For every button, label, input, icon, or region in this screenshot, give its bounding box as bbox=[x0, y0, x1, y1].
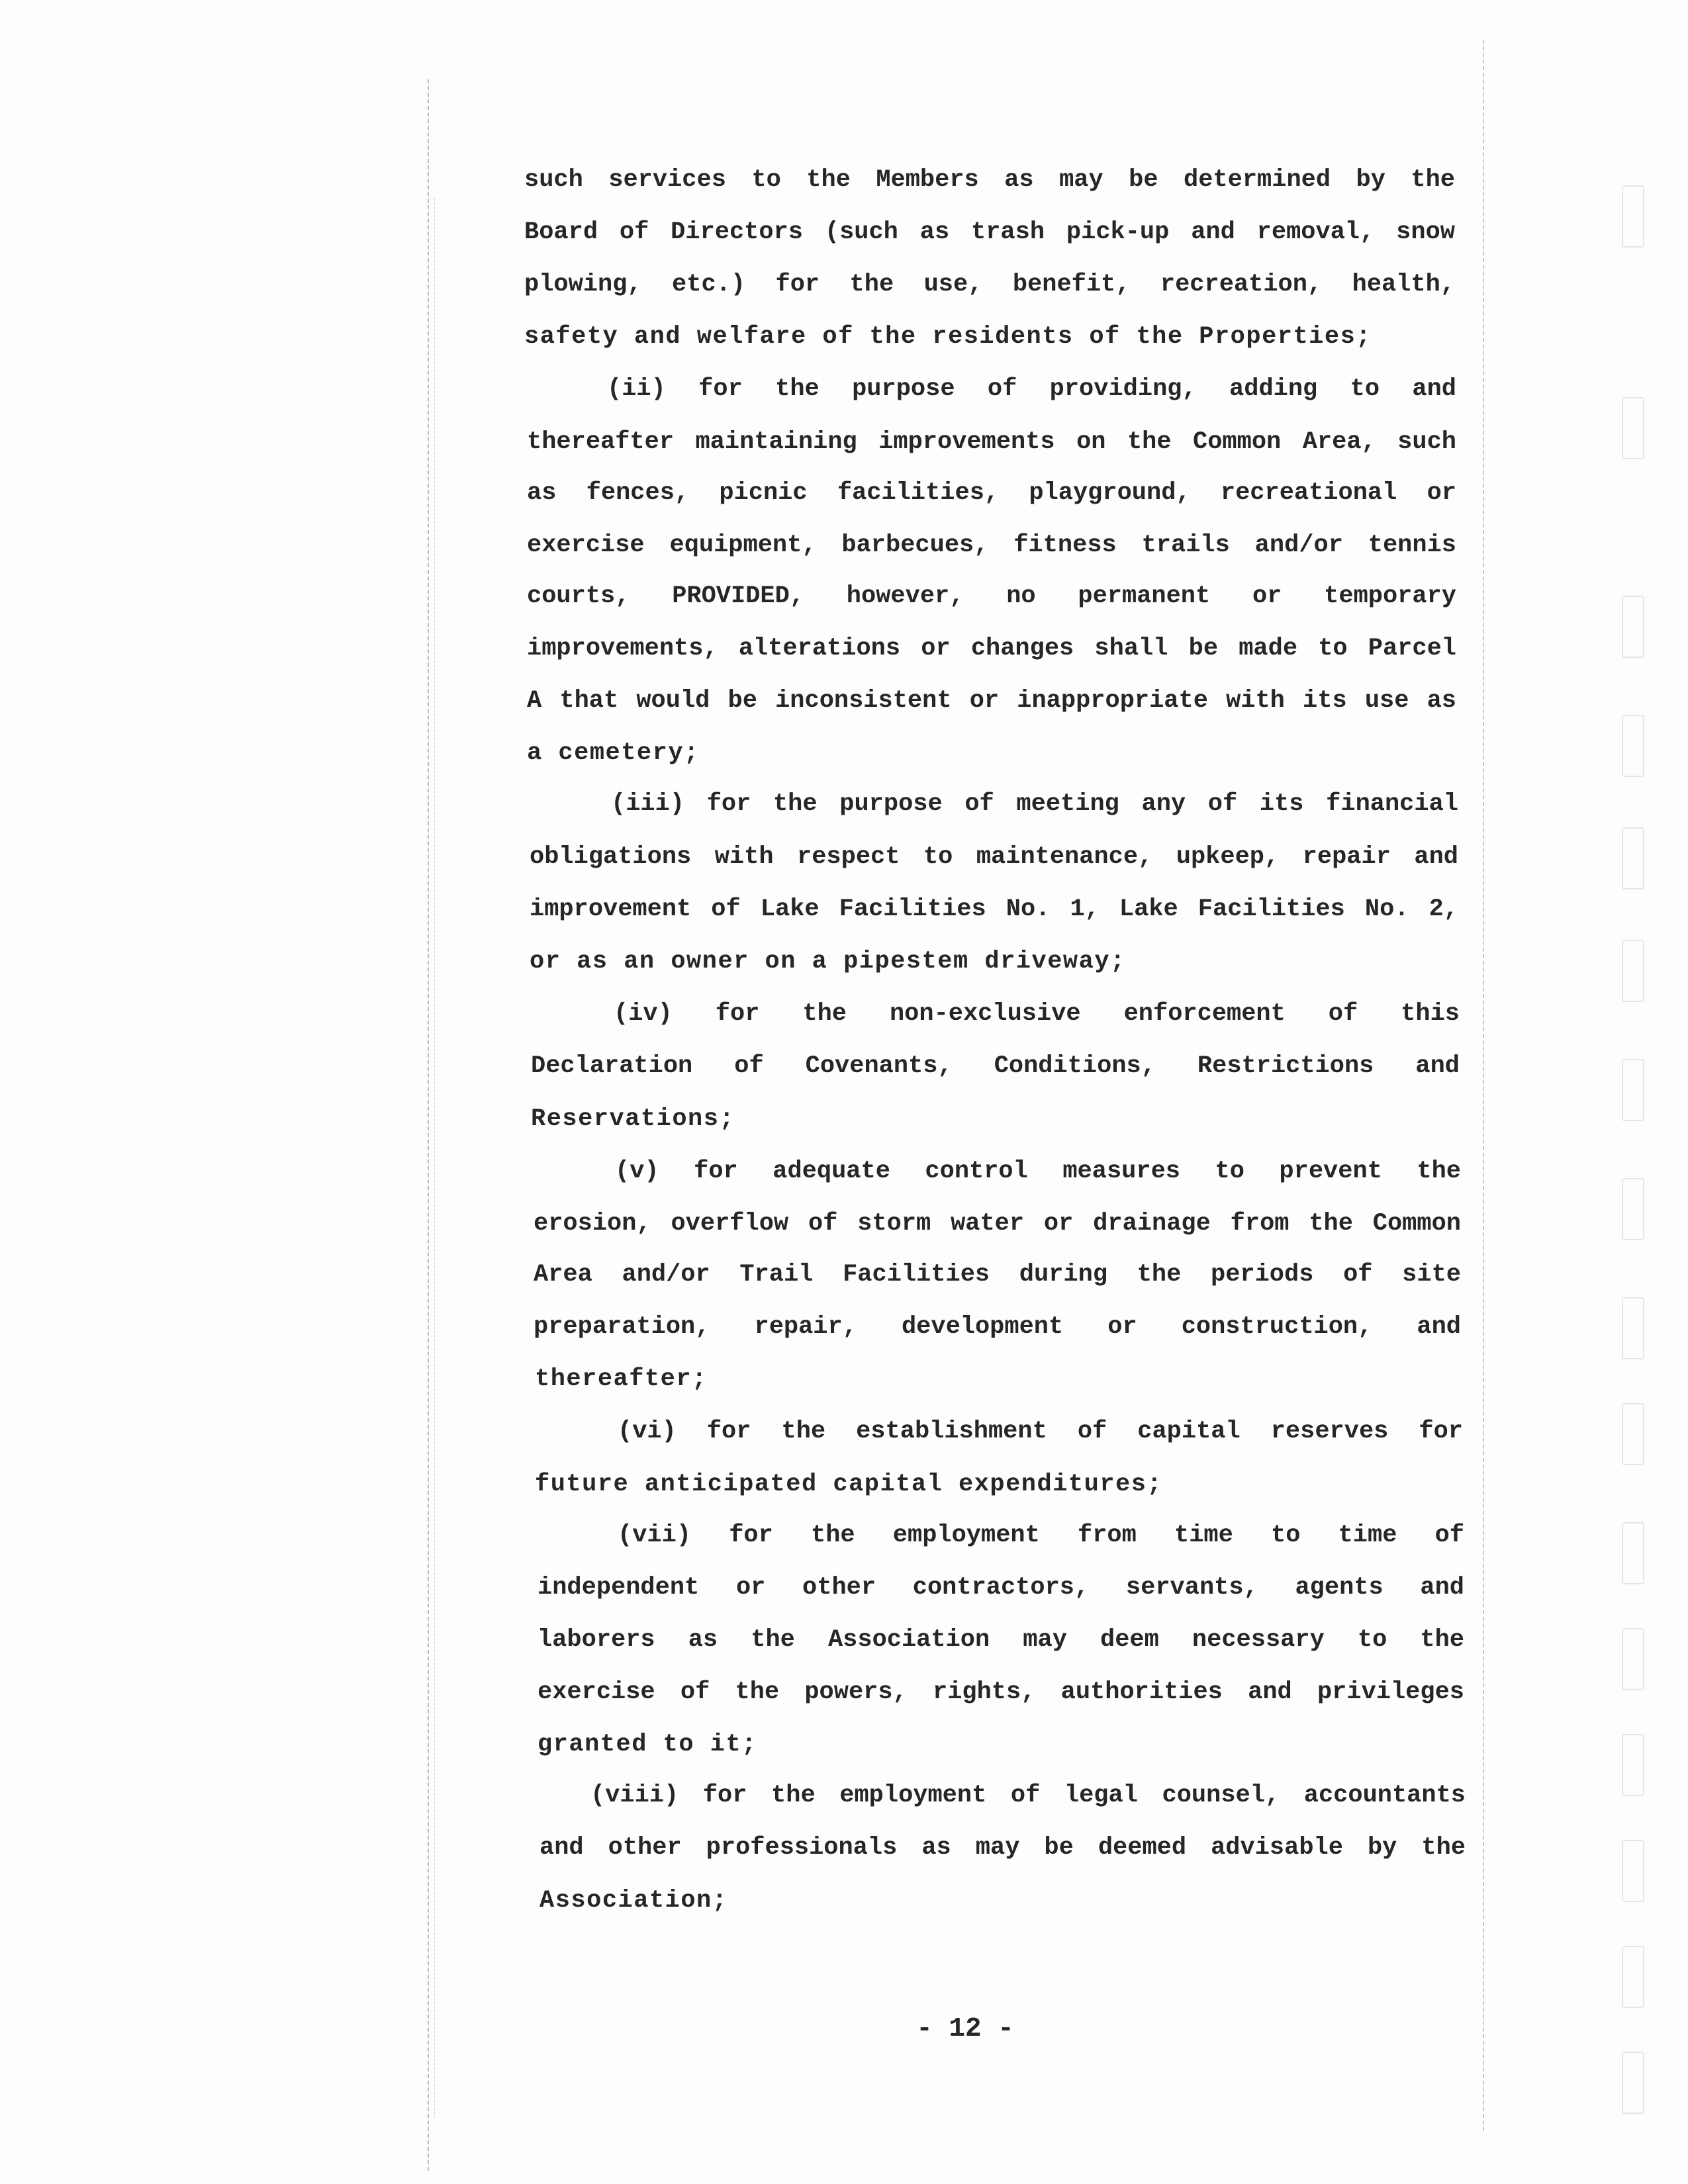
text-line: Reservations; bbox=[531, 1105, 735, 1133]
scan-margin-line-left bbox=[428, 79, 429, 2171]
text-line: laborers as the Association may deem necessary to the bbox=[538, 1626, 1464, 1654]
bleed-through-mark bbox=[1622, 185, 1644, 248]
text-line: (iii) for the purpose of meeting any of its financial bbox=[611, 790, 1458, 818]
scan-margin-line-left-inner bbox=[434, 199, 435, 2118]
text-line: thereafter maintaining improvements on the Common Area, such bbox=[527, 428, 1456, 456]
text-line: Association; bbox=[539, 1887, 728, 1915]
bleed-through-mark bbox=[1622, 1059, 1644, 1121]
text-line: (v) for adequate control measures to prevent the bbox=[615, 1158, 1461, 1185]
bleed-through-mark bbox=[1622, 1946, 1644, 2008]
text-line: improvement of Lake Facilities No. 1, Lake Facilities No. 2, bbox=[530, 895, 1458, 923]
text-line: thereafter; bbox=[535, 1365, 708, 1393]
page-number: - 12 - bbox=[916, 2014, 1014, 2044]
text-line: a cemetery; bbox=[527, 739, 700, 767]
text-line: or as an owner on a pipestem driveway; bbox=[530, 948, 1126, 976]
text-line: (viii) for the employment of legal counsel, accountants bbox=[590, 1782, 1466, 1809]
text-line: independent or other contractors, servants, agents and bbox=[538, 1574, 1464, 1602]
text-line: as fences, picnic facilities, playground, recreational or bbox=[527, 479, 1456, 507]
text-line: plowing, etc.) for the use, benefit, recreation, health, bbox=[524, 271, 1455, 298]
text-line: courts, PROVIDED, however, no permanent or temporary bbox=[527, 582, 1456, 610]
scan-margin-line-right bbox=[1483, 40, 1484, 2131]
text-line: exercise of the powers, rights, authorities and privileges bbox=[538, 1678, 1464, 1706]
text-line: (ii) for the purpose of providing, adding to and bbox=[607, 375, 1456, 403]
bleed-through-mark bbox=[1622, 1734, 1644, 1796]
bleed-through-mark bbox=[1622, 1297, 1644, 1359]
text-line: obligations with respect to maintenance, upkeep, repair and bbox=[530, 843, 1458, 871]
bleed-through-mark bbox=[1622, 715, 1644, 777]
bleed-through-mark bbox=[1622, 397, 1644, 459]
bleed-through-mark bbox=[1622, 827, 1644, 889]
bleed-through-mark bbox=[1622, 1628, 1644, 1690]
text-line: such services to the Members as may be determined by the bbox=[524, 166, 1455, 194]
text-line: (vi) for the establishment of capital reserves for bbox=[618, 1418, 1463, 1445]
bleed-through-mark bbox=[1622, 940, 1644, 1002]
text-line: future anticipated capital expenditures; bbox=[535, 1471, 1163, 1498]
text-line: exercise equipment, barbecues, fitness trails and/or tennis bbox=[527, 531, 1456, 559]
text-line: granted to it; bbox=[538, 1731, 757, 1758]
text-line: improvements, alterations or changes shall be made to Parcel bbox=[527, 635, 1456, 662]
bleed-through-mark bbox=[1622, 1178, 1644, 1240]
text-line: safety and welfare of the residents of the Properties; bbox=[524, 323, 1372, 351]
bleed-through-mark bbox=[1622, 1403, 1644, 1465]
bleed-through-mark bbox=[1622, 2052, 1644, 2114]
text-line: Board of Directors (such as trash pick-up and removal, snow bbox=[524, 218, 1455, 246]
bleed-through-mark bbox=[1622, 596, 1644, 658]
text-line: Area and/or Trail Facilities during the periods of site bbox=[534, 1261, 1461, 1289]
bleed-through-mark bbox=[1622, 1840, 1644, 1902]
text-line: preparation, repair, development or construction, and bbox=[534, 1313, 1461, 1341]
text-line: A that would be inconsistent or inappropriate with its use as bbox=[527, 687, 1456, 715]
text-line: erosion, overflow of storm water or drainage from the Common bbox=[534, 1210, 1461, 1238]
text-line: Declaration of Covenants, Conditions, Restrictions and bbox=[531, 1052, 1460, 1080]
text-line: (vii) for the employment from time to time of bbox=[618, 1522, 1464, 1549]
text-line: (iv) for the non-exclusive enforcement of this bbox=[614, 1000, 1460, 1028]
text-line: and other professionals as may be deemed advisable by the bbox=[539, 1834, 1466, 1862]
bleed-through-mark bbox=[1622, 1522, 1644, 1584]
